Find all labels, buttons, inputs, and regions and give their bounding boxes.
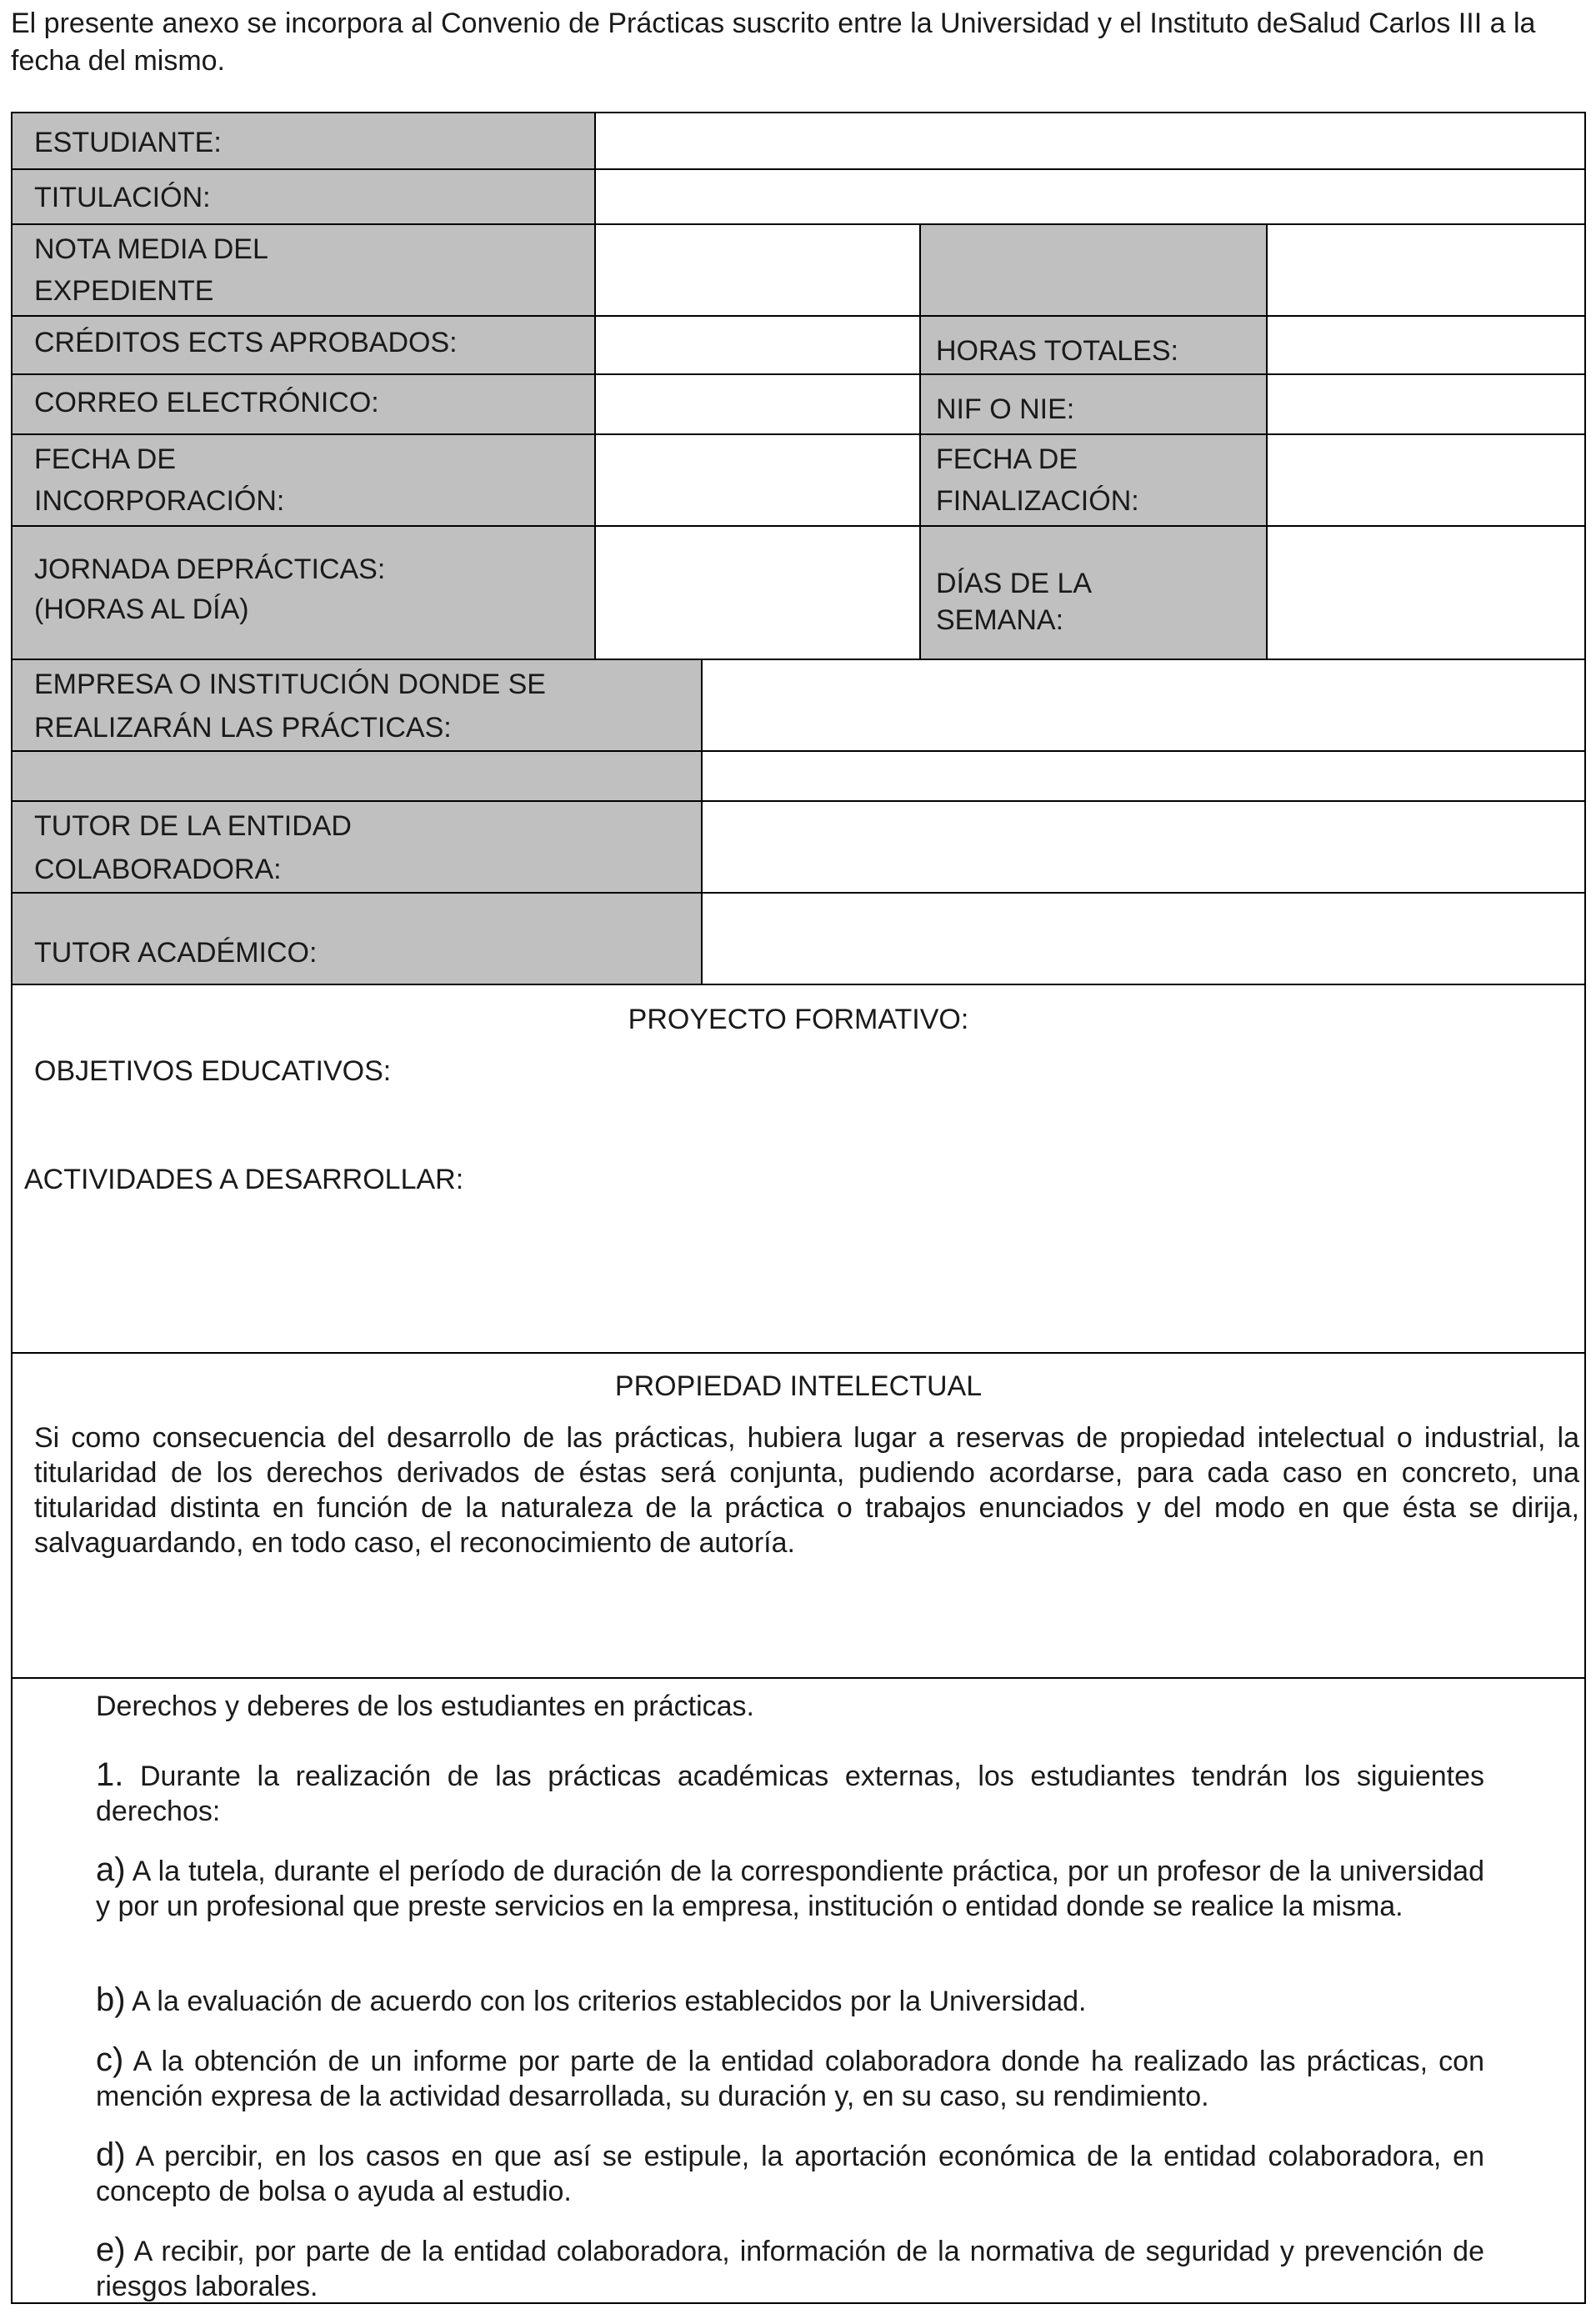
tutor-entidad-field[interactable] xyxy=(703,802,1584,894)
titulacion-label: TITULACIÓN: xyxy=(34,182,211,213)
empresa-label-line1: EMPRESA O INSTITUCIÓN DONDE SE xyxy=(34,669,546,700)
derecho-item-a-text: A la tutela, durante el período de duración de la correspondiente práctica, por un profesor de la universidad y por un profesional que preste servicios en la empresa, institución o entidad donde se realice la misma. xyxy=(96,1856,1485,1922)
empresa-label-line2: REALIZARÁN LAS PRÁCTICAS: xyxy=(34,712,452,744)
horas-totales-label: HORAS TOTALES: xyxy=(936,335,1178,367)
empresa-label-cell xyxy=(13,660,703,752)
tutor-entidad-label-line2: COLABORADORA: xyxy=(34,854,282,885)
horas-totales-field[interactable] xyxy=(1268,317,1584,375)
derecho-item-d-text: A percibir, en los casos en que así se estipule, la aportación económica de la entidad colaboradora, en concepto de bolsa o ayuda al estudio. xyxy=(96,2141,1484,2207)
propiedad-intelectual-text: Si como consecuencia del desarrollo de las prácticas, hubiera lugar a reservas de propiedad intelectual o industrial, la titularidad de los derechos derivados de éstas será conjunta, pudiendo acordarse, para cada caso en concreto, una titularidad distinta en función de la naturaleza de la práctica o trabajos enunciados y del modo en que ésta se dirija, salvaguardando, en todo caso, el reconocimiento de autoría. xyxy=(34,1422,1579,1559)
intro-paragraph: El presente anexo se incorpora al Convenio de Prácticas suscrito entre la Universidad y el Instituto deSalud Carlos III a la fecha del mismo. xyxy=(11,8,1536,77)
creditos-field[interactable] xyxy=(596,317,921,375)
fecha-finalizacion-label-cell xyxy=(921,435,1268,527)
derecho-item-e-text: A recibir, por parte de la entidad colaboradora, información de la normativa de seguridad y prevención de riesgos laborales. xyxy=(96,2236,1484,2302)
derecho-item-b-marker: b) xyxy=(96,1981,126,2018)
tutor-academico-label-cell xyxy=(13,894,703,985)
nota-media-label-line1: NOTA MEDIA DEL xyxy=(34,233,268,265)
propiedad-intelectual-title: PROPIEDAD INTELECTUAL xyxy=(614,1370,983,1402)
proyecto-formativo-title: PROYECTO FORMATIVO: xyxy=(628,1004,969,1035)
propiedad-intelectual-section xyxy=(13,1354,1584,1679)
empresa-field[interactable] xyxy=(703,660,1584,752)
derecho-item-b xyxy=(96,1982,1484,2019)
derecho-item-e xyxy=(96,2232,1484,2304)
derecho-item-a xyxy=(96,1852,1484,1924)
fecha-finalizacion-label-line2: FINALIZACIÓN: xyxy=(936,485,1139,517)
jornada-field[interactable] xyxy=(596,527,921,660)
creditos-label: CRÉDITOS ECTS APROBADOS: xyxy=(34,327,458,358)
derecho-item-1-text: Durante la realización de las prácticas académicas externas, los estudiantes tendrán los siguientes derechos: xyxy=(96,1761,1484,1827)
titulacion-field[interactable] xyxy=(596,170,1584,225)
nota-media-label-line2: EXPEDIENTE xyxy=(34,275,214,307)
fecha-incorporacion-field[interactable] xyxy=(596,435,921,527)
tutor-entidad-label-cell xyxy=(13,802,703,894)
estudiante-label-cell xyxy=(13,113,596,170)
blank-label-cell xyxy=(13,752,703,802)
estudiante-label: ESTUDIANTE: xyxy=(34,127,222,158)
nif-field[interactable] xyxy=(1268,375,1584,435)
nif-label: NIF O NIE: xyxy=(936,393,1075,425)
practice-annex-form xyxy=(11,112,1586,2304)
jornada-label-line1: JORNADA DEPRÁCTICAS: xyxy=(34,553,386,585)
dias-semana-label-cell xyxy=(921,527,1268,660)
jornada-label-line2: (HORAS AL DÍA) xyxy=(34,594,249,625)
tutor-academico-label: TUTOR ACADÉMICO: xyxy=(34,937,318,969)
nota-media-extra-label-cell xyxy=(921,225,1268,317)
fecha-incorporacion-label-cell xyxy=(13,435,596,527)
correo-field[interactable] xyxy=(596,375,921,435)
derecho-item-c-marker: c) xyxy=(96,2041,124,2078)
derechos-title: Derechos y deberes de los estudiantes en prácticas. xyxy=(96,1690,755,1722)
creditos-label-cell xyxy=(13,317,596,375)
tutor-entidad-label-line1: TUTOR DE LA ENTIDAD xyxy=(34,810,352,842)
tutor-academico-field[interactable] xyxy=(703,894,1584,985)
proyecto-formativo-section xyxy=(13,985,1584,1354)
fecha-incorporacion-label-line2: INCORPORACIÓN: xyxy=(34,485,285,517)
derecho-item-1-marker: 1. xyxy=(96,1756,124,1793)
derecho-item-b-text: A la evaluación de acuerdo con los criterios establecidos por la Universidad. xyxy=(132,1986,1087,2017)
horas-totales-label-cell xyxy=(921,317,1268,375)
dias-semana-label-line2: SEMANA: xyxy=(936,604,1064,636)
derecho-item-e-marker: e) xyxy=(96,2231,126,2268)
fecha-finalizacion-label-line1: FECHA DE xyxy=(936,443,1078,475)
nota-media-extra-field[interactable] xyxy=(1268,225,1584,317)
nif-label-cell xyxy=(921,375,1268,435)
nota-media-label-cell xyxy=(13,225,596,317)
dias-semana-field[interactable] xyxy=(1268,527,1584,660)
derecho-item-1 xyxy=(96,1757,1484,1829)
derecho-item-d-marker: d) xyxy=(96,2136,126,2173)
titulacion-label-cell xyxy=(13,170,596,225)
derecho-item-c-text: A la obtención de un informe por parte de la entidad colaboradora donde ha realizado las prácticas, con mención expresa de la actividad desarrollada, su duración y, en su caso, su rendimiento. xyxy=(96,2046,1484,2112)
fecha-incorporacion-label-line1: FECHA DE xyxy=(34,443,177,475)
derecho-item-a-marker: a) xyxy=(96,1851,126,1888)
derecho-item-d xyxy=(96,2137,1484,2209)
derecho-item-c xyxy=(96,2042,1484,2114)
fecha-finalizacion-field[interactable] xyxy=(1268,435,1584,527)
correo-label: CORREO ELECTRÓNICO: xyxy=(34,387,379,418)
nota-media-field[interactable] xyxy=(596,225,921,317)
correo-label-cell xyxy=(13,375,596,435)
objetivos-educativos-label: OBJETIVOS EDUCATIVOS: xyxy=(34,1055,392,1087)
actividades-desarrollar-label: ACTIVIDADES A DESARROLLAR: xyxy=(24,1164,464,1195)
jornada-label-cell xyxy=(13,527,596,660)
blank-field[interactable] xyxy=(703,752,1584,802)
estudiante-field[interactable] xyxy=(596,113,1584,170)
dias-semana-label-line1: DÍAS DE LA xyxy=(936,568,1093,599)
